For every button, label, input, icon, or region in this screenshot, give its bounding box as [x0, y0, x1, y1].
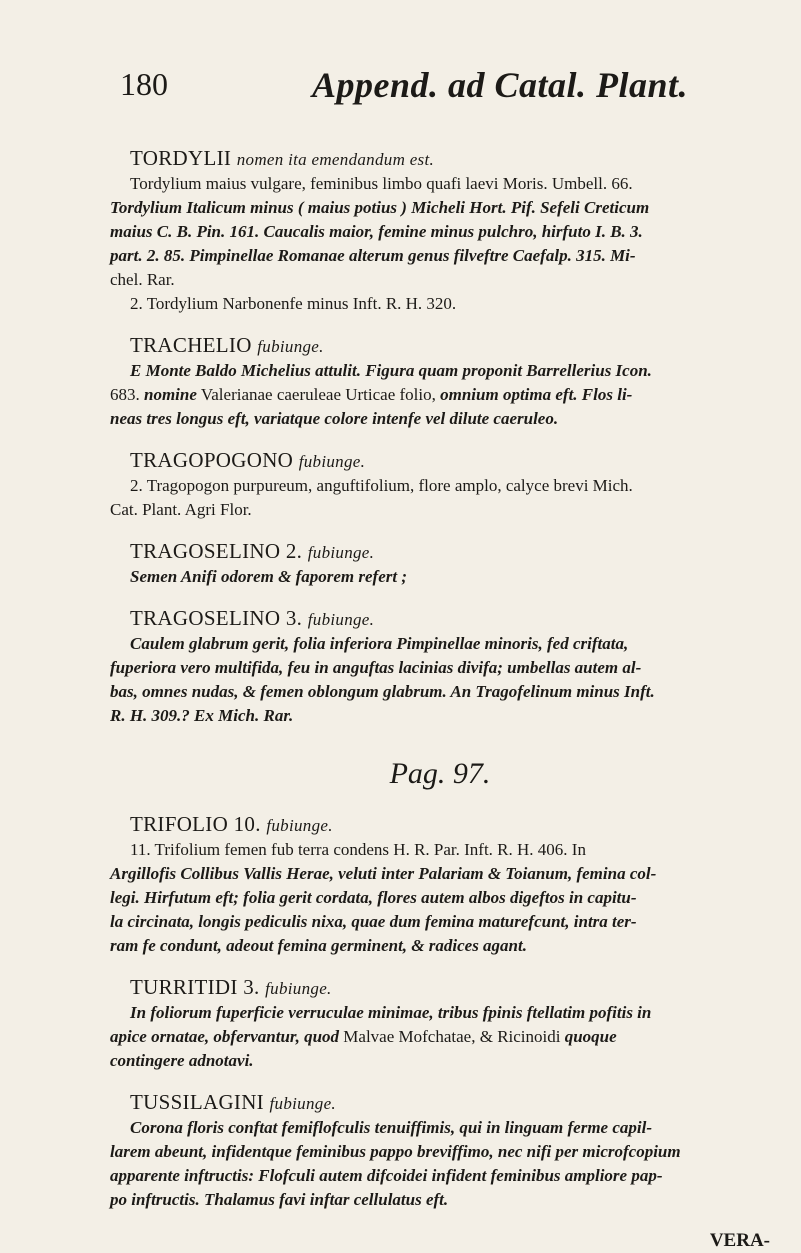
running-title: Append. ad Catal. Plant. — [312, 65, 689, 105]
entry-tragoselino-2 — [110, 539, 770, 589]
headword: TUSSILAGINI — [130, 1090, 264, 1114]
headword: TRIFOLIO 10. — [130, 812, 261, 836]
entry-heading — [130, 812, 770, 838]
text-line: Semen Anifi odorem & faporem refert ; — [130, 567, 408, 586]
headword: TORDYLII — [130, 146, 232, 170]
page-body — [110, 146, 770, 1253]
entry-heading — [130, 606, 770, 632]
heading-instruction: fubiunge. — [269, 1094, 336, 1113]
headword: TRAGOPOGONO — [130, 448, 294, 472]
entry-heading — [130, 333, 770, 359]
heading-instruction: fubiunge. — [298, 452, 366, 471]
entry-heading — [130, 1090, 770, 1116]
text-line: larem abeunt, infidentque feminibus pappo breviffimo, nec nifi per microfcopium — [110, 1142, 681, 1161]
text-line: Tordylium maius vulgare, feminibus limbo quafi laevi Moris. Umbell. 66. — [130, 174, 633, 193]
entry-tragoselino-3 — [110, 606, 770, 728]
text-line: Cat. Plant. Agri Flor. — [110, 500, 252, 519]
text-line: po inftructis. Thalamus favi inftar cellulatus eft. — [110, 1190, 449, 1209]
heading-instruction: nomen ita emendandum est. — [236, 150, 435, 169]
text-line: 2. Tragopogon purpureum, anguftifolium, flore amplo, calyce brevi Mich. — [130, 476, 633, 495]
text-line: neas tres longus eft, variatque colore intenfe vel dilute caeruleo. — [110, 409, 559, 428]
heading-instruction: fubiunge. — [307, 610, 375, 629]
entry-tordylii — [110, 146, 770, 316]
text-line: contingere adnotavi. — [110, 1051, 254, 1070]
entry-heading — [130, 448, 770, 474]
headword: TRAGOSELINO 3. — [130, 606, 303, 630]
text-line: Tordylium Italicum minus ( maius potius ) Micheli Hort. Pif. Sefeli Creticum — [110, 198, 650, 217]
text-line: bas, omnes nudas, & femen oblongum glabrum. An Tragofelinum minus Inft. — [110, 682, 655, 701]
heading-instruction: fubiunge. — [265, 979, 332, 998]
entry-trachelio — [110, 333, 770, 431]
text-line: legi. Hirfutum eft; folia gerit cordata, flores autem albos digeftos in capitu- — [110, 888, 637, 907]
text-line: In foliorum fuperficie verruculae minimae, tribus fpinis ftellatim pofitis in — [130, 1003, 652, 1022]
entry-trifolio — [110, 812, 770, 958]
entry-heading — [130, 539, 770, 565]
entry-turritidi — [110, 975, 770, 1073]
heading-instruction: fubiunge. — [266, 816, 333, 835]
text-line: ram fe condunt, adeout femina germinent, & radices agant. — [110, 936, 527, 955]
entry-tussilagini — [110, 1090, 770, 1212]
text-line: Corona floris conftat femiflofculis tenuiffimis, qui in linguam ferme capil- — [130, 1118, 652, 1137]
text-line: 683. nomine Valerianae caeruleae Urticae folio, omnium optima eft. Flos li- — [110, 385, 633, 404]
page-number: 180 — [120, 66, 168, 102]
text-line: maius C. B. Pin. 161. Caucalis maior, femine minus pulchro, hirfuto I. B. 3. — [110, 222, 643, 241]
entry-tragopogono — [110, 448, 770, 522]
headword: TRACHELIO — [130, 333, 252, 357]
text-line: fuperiora vero multifida, feu in anguftas lacinias divifa; umbellas autem al- — [110, 658, 642, 677]
entry-heading — [130, 146, 770, 172]
text-line: E Monte Baldo Michelius attulit. Figura quam proponit Barrellerius Icon. — [130, 361, 652, 380]
catchword: VERA- — [709, 1230, 770, 1251]
text-line: R. H. 309.? Ex Mich. Rar. — [110, 706, 294, 725]
text-line: Argillofis Collibus Vallis Herae, veluti inter Palariam & Toianum, femina col- — [110, 864, 657, 883]
text-line: chel. Rar. — [110, 270, 175, 289]
text-line: part. 2. 85. Pimpinellae Romanae alterum genus filveftre Caefalp. 315. Mi- — [110, 246, 636, 265]
page-reference: Pag. 97. — [389, 757, 491, 790]
heading-instruction: fubiunge. — [257, 337, 324, 356]
text-line: 2. Tordylium Narbonenfe minus Inft. R. H. 320. — [130, 294, 457, 313]
text-line: apparente inftructis: Flofculi autem difcoidei infident feminibus ampliore pap- — [110, 1166, 663, 1185]
page-header — [120, 66, 741, 110]
heading-instruction: fubiunge. — [307, 543, 375, 562]
text-line: apice ornatae, obfervantur, quod Malvae Mofchatae, & Ricinoidi quoque — [110, 1027, 617, 1046]
headword: TURRITIDI 3. — [130, 975, 260, 999]
text-line: la circinata, longis pediculis nixa, quae dum femina maturefcunt, intra ter- — [110, 912, 637, 931]
text-line: 11. Trifolium femen fub terra condens H. R. Par. Inft. R. H. 406. In — [130, 840, 586, 859]
entry-heading — [130, 975, 770, 1001]
text-line: Caulem glabrum gerit, folia inferiora Pimpinellae minoris, fed criftata, — [130, 634, 629, 653]
headword: TRAGOSELINO 2. — [130, 539, 303, 563]
